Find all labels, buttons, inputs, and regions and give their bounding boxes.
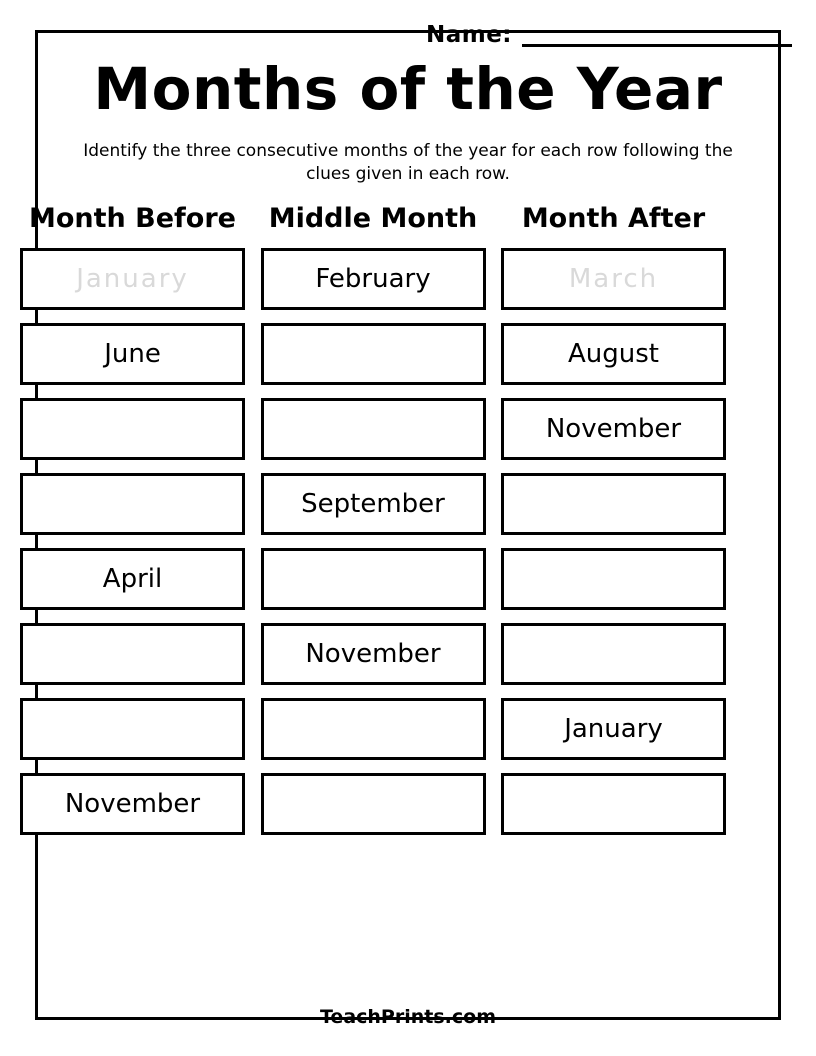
answer-cell[interactable]: November	[20, 773, 245, 835]
name-input-line[interactable]	[522, 20, 792, 47]
answer-cell[interactable]: April	[20, 548, 245, 610]
answer-cell[interactable]: September	[261, 473, 486, 535]
column-header-month-after: Month After	[521, 203, 706, 234]
answer-cell[interactable]	[501, 773, 726, 835]
worksheet-row	[20, 698, 726, 760]
column-header-middle-month: Middle Month	[268, 203, 478, 234]
worksheet-row	[20, 398, 726, 460]
answer-cell[interactable]	[501, 473, 726, 535]
footer-rule-right	[510, 1017, 781, 1020]
answer-cell[interactable]	[501, 623, 726, 685]
answer-cell[interactable]	[20, 398, 245, 460]
name-label: Name:	[425, 22, 512, 48]
answer-cell[interactable]	[20, 623, 245, 685]
answer-cell[interactable]	[261, 323, 486, 385]
instructions-text: Identify the three consecutive months of the year for each row following the clues given in each row.	[83, 141, 733, 184]
answer-cell[interactable]	[20, 698, 245, 760]
answer-cell[interactable]: February	[261, 248, 486, 310]
worksheet-row	[20, 473, 726, 535]
answer-cell[interactable]	[261, 773, 486, 835]
answer-cell[interactable]: November	[501, 398, 726, 460]
page-title: Months of the Year	[93, 55, 723, 123]
answer-cell[interactable]: June	[20, 323, 245, 385]
answer-cell[interactable]	[261, 398, 486, 460]
answer-cell[interactable]: January	[501, 698, 726, 760]
answer-cell[interactable]	[20, 473, 245, 535]
answer-cell[interactable]: November	[261, 623, 486, 685]
column-headers	[20, 203, 726, 234]
worksheet-row	[20, 548, 726, 610]
name-field-row	[0, 20, 816, 47]
answer-grid	[20, 248, 726, 848]
answer-cell[interactable]	[501, 548, 726, 610]
answer-cell[interactable]: August	[501, 323, 726, 385]
footer-rule-left	[35, 1017, 306, 1020]
worksheet-row	[20, 623, 726, 685]
worksheet-row	[20, 323, 726, 385]
answer-cell[interactable]	[261, 698, 486, 760]
worksheet-row	[20, 248, 726, 310]
column-header-month-before: Month Before	[29, 203, 236, 234]
answer-cell[interactable]	[261, 548, 486, 610]
footer	[35, 1006, 781, 1028]
answer-cell[interactable]: January	[20, 248, 245, 310]
answer-cell[interactable]: March	[501, 248, 726, 310]
worksheet-row	[20, 773, 726, 835]
footer-brand: TeachPrints.com	[320, 1006, 496, 1028]
